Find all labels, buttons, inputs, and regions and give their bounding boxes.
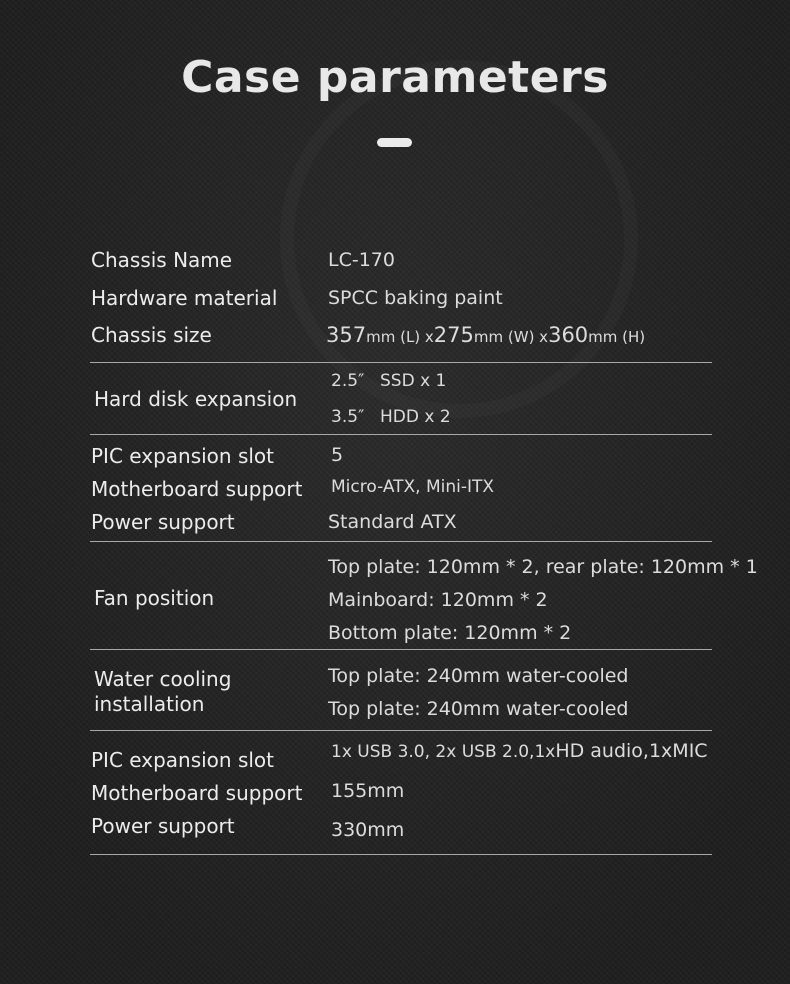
chassis-width: 275 [433,323,474,347]
gpu-length-value: 330mm [331,819,405,841]
io-value [331,742,708,761]
background-watermark [280,60,638,418]
power-label: Power support [91,510,235,534]
title-underline [377,138,412,147]
pic-slot-label: PIC expansion slot [91,444,274,468]
hardware-material-value: SPCC baking paint [328,287,503,309]
divider [90,854,712,855]
chassis-length: 357 [326,323,367,347]
water-cooling-value: Top plate: 240mm water-cooled [328,698,629,720]
ssd-value: SSD x 1 [380,371,447,391]
hdd-value: HDD x 2 [380,407,451,427]
fan-position-value: Bottom plate: 120mm * 2 [328,622,572,644]
chassis-size-label: Chassis size [91,323,212,347]
chassis-height: 360 [548,323,589,347]
chassis-name-value: LC-170 [328,249,395,271]
water-cooling-value: Top plate: 240mm water-cooled [328,665,629,687]
divider [90,730,712,731]
fan-position-label: Fan position [94,586,215,610]
ssd-size: 2.5″ [331,371,365,391]
chassis-length-unit: mm (L) x [366,328,434,346]
motherboard-label: Motherboard support [91,477,303,501]
chassis-size-value [326,325,645,346]
chassis-height-unit: mm (H) [588,328,646,346]
fan-position-value: Mainboard: 120mm * 2 [328,589,548,611]
chassis-width-unit: mm (W) x [473,328,549,346]
fan-position-value: Top plate: 120mm * 2, rear plate: 120mm * 1 [328,556,758,578]
io-label: PIC expansion slot [91,748,274,772]
hardware-material-label: Hardware material [91,286,278,310]
hdd-size: 3.5″ [331,407,365,427]
pic-slot-value: 5 [331,444,344,466]
divider [90,541,712,542]
gpu-length-label: Power support [91,814,235,838]
power-value: Standard ATX [328,511,457,533]
chassis-name-label: Chassis Name [91,248,233,272]
hard-disk-label: Hard disk expansion [94,387,298,411]
divider [90,649,712,650]
divider [90,362,712,363]
cpu-cooler-label: Motherboard support [91,781,303,805]
water-cooling-label: installation [94,692,205,716]
io-value-prefix: 1x USB 3.0, 2x USB 2.0,1x [331,742,556,762]
cpu-cooler-value: 155mm [331,780,405,802]
motherboard-value: Micro-ATX, Mini-ITX [331,477,495,497]
page-title: Case parameters [181,52,609,103]
io-value-suffix: HD audio,1xMIC [555,740,708,762]
water-cooling-label: Water cooling [94,667,232,691]
divider [90,434,712,435]
